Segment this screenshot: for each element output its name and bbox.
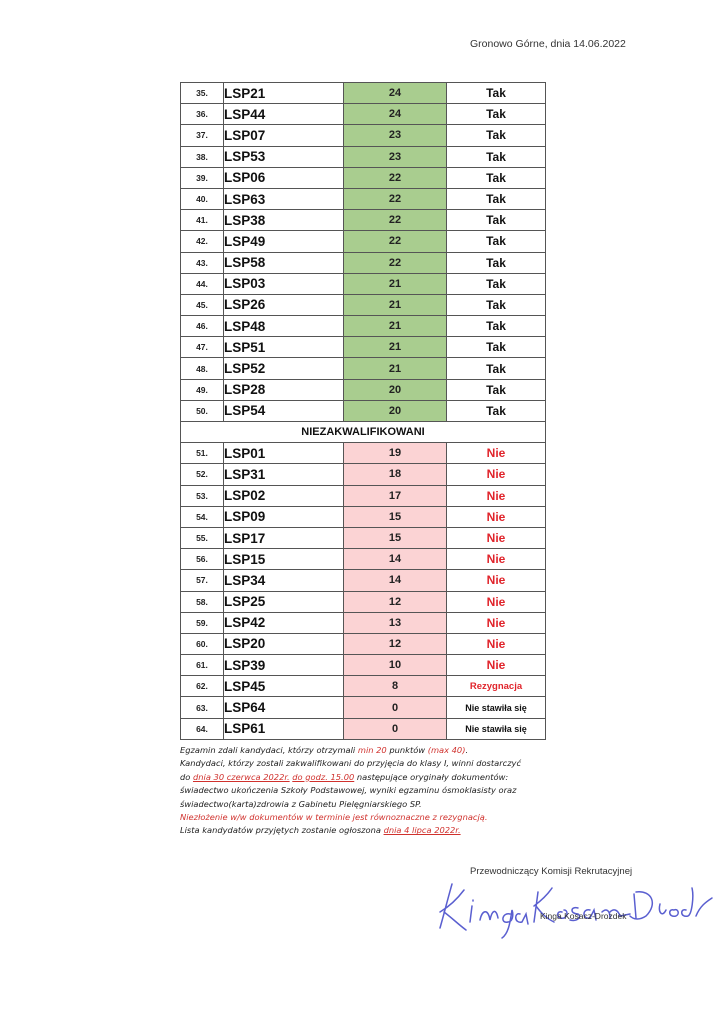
table-row: [181, 718, 546, 739]
candidate-code: LSP01: [224, 443, 344, 464]
candidate-code: LSP06: [224, 167, 344, 188]
table-row: [181, 697, 546, 718]
table-row: [181, 379, 546, 400]
row-number: 42.: [181, 231, 224, 252]
row-number: 37.: [181, 125, 224, 146]
result-cell: Nie stawiła się: [447, 697, 546, 718]
row-number: 60.: [181, 633, 224, 654]
points-cell: 15: [344, 506, 447, 527]
candidate-code: LSP64: [224, 697, 344, 718]
candidate-code: LSP38: [224, 210, 344, 231]
points-cell: 20: [344, 400, 447, 421]
points-cell: 22: [344, 167, 447, 188]
row-number: 50.: [181, 400, 224, 421]
table-row: [181, 506, 546, 527]
candidate-code: LSP09: [224, 506, 344, 527]
points-cell: 21: [344, 273, 447, 294]
section-header-row: [181, 422, 546, 443]
result-cell: Nie stawiła się: [447, 718, 546, 739]
candidate-code: LSP25: [224, 591, 344, 612]
points-cell: 19: [344, 443, 447, 464]
points-cell: 24: [344, 104, 447, 125]
note-min-points: min 20: [357, 745, 387, 755]
table-row: [181, 443, 546, 464]
row-number: 46.: [181, 316, 224, 337]
points-cell: 24: [344, 83, 447, 104]
points-cell: 22: [344, 210, 447, 231]
points-cell: 22: [344, 188, 447, 209]
result-cell: Nie: [447, 506, 546, 527]
candidate-code: LSP03: [224, 273, 344, 294]
points-cell: 23: [344, 125, 447, 146]
candidate-code: LSP63: [224, 188, 344, 209]
row-number: 62.: [181, 676, 224, 697]
row-number: 40.: [181, 188, 224, 209]
result-cell: Tak: [447, 252, 546, 273]
handwritten-signature: [430, 876, 720, 942]
table-row: [181, 210, 546, 231]
result-cell: Tak: [447, 294, 546, 315]
result-cell: Tak: [447, 337, 546, 358]
results-table: [180, 82, 546, 740]
row-number: 63.: [181, 697, 224, 718]
points-cell: 0: [344, 697, 447, 718]
candidate-code: LSP51: [224, 337, 344, 358]
note-announcement-date: dnia 4 lipca 2022r.: [383, 825, 461, 836]
result-cell: Nie: [447, 612, 546, 633]
result-cell: Tak: [447, 146, 546, 167]
note-line-deadline: [180, 771, 560, 784]
points-cell: 21: [344, 316, 447, 337]
table-row: [181, 549, 546, 570]
row-number: 49.: [181, 379, 224, 400]
note-text: punktów: [386, 745, 428, 755]
candidate-code: LSP53: [224, 146, 344, 167]
candidate-code: LSP45: [224, 676, 344, 697]
points-cell: 22: [344, 231, 447, 252]
result-cell: Tak: [447, 379, 546, 400]
table-row: [181, 252, 546, 273]
row-number: 53.: [181, 485, 224, 506]
table-row: [181, 231, 546, 252]
points-cell: 0: [344, 718, 447, 739]
candidate-code: LSP39: [224, 655, 344, 676]
result-cell: Tak: [447, 210, 546, 231]
result-cell: Tak: [447, 400, 546, 421]
note-text: do: [180, 771, 193, 782]
row-number: 61.: [181, 655, 224, 676]
candidate-code: LSP21: [224, 83, 344, 104]
row-number: 64.: [181, 718, 224, 739]
result-cell: Tak: [447, 167, 546, 188]
table-row: [181, 612, 546, 633]
points-cell: 17: [344, 485, 447, 506]
row-number: 52.: [181, 464, 224, 485]
row-number: 59.: [181, 612, 224, 633]
note-line: Kandydaci, którzy zostali zakwalifikowani do przyjęcia do klasy I, winni dostarczyć: [180, 758, 522, 769]
points-cell: 14: [344, 549, 447, 570]
place-date: Gronowo Górne, dnia 14.06.2022: [470, 38, 626, 50]
note-line-pass-threshold: [180, 744, 560, 757]
table-row: [181, 316, 546, 337]
table-row: [181, 570, 546, 591]
result-cell: Nie: [447, 655, 546, 676]
table-row: [181, 464, 546, 485]
candidate-code: LSP02: [224, 485, 344, 506]
result-cell: Nie: [447, 527, 546, 548]
row-number: 54.: [181, 506, 224, 527]
points-cell: 21: [344, 337, 447, 358]
row-number: 39.: [181, 167, 224, 188]
candidate-code: LSP48: [224, 316, 344, 337]
row-number: 58.: [181, 591, 224, 612]
table-row: [181, 527, 546, 548]
row-number: 48.: [181, 358, 224, 379]
result-cell: Nie: [447, 633, 546, 654]
section-label-unqualified: NIEZAKWALIFIKOWANI: [181, 422, 546, 443]
table-row: [181, 146, 546, 167]
points-cell: 13: [344, 612, 447, 633]
points-cell: 14: [344, 570, 447, 591]
candidate-code: LSP20: [224, 633, 344, 654]
candidate-code: LSP31: [224, 464, 344, 485]
note-line: świadectwo(karta)zdrowia z Gabinetu Pielęgniarskiego SP.: [180, 798, 422, 809]
row-number: 36.: [181, 104, 224, 125]
note-text: następujące oryginały dokumentów:: [354, 771, 509, 782]
table-row: [181, 273, 546, 294]
result-cell: Tak: [447, 188, 546, 209]
table-row: [181, 485, 546, 506]
note-text: Egzamin zdali kandydaci, którzy otrzymali: [180, 745, 358, 755]
committee-chair-title: Przewodniczący Komisji Rekrutacyjnej: [470, 866, 633, 877]
candidate-code: LSP54: [224, 400, 344, 421]
row-number: 35.: [181, 83, 224, 104]
table-row: [181, 83, 546, 104]
points-cell: 15: [344, 527, 447, 548]
note-text: .: [465, 745, 469, 755]
points-cell: 12: [344, 633, 447, 654]
row-number: 47.: [181, 337, 224, 358]
candidate-code: LSP28: [224, 379, 344, 400]
result-cell: Tak: [447, 104, 546, 125]
table-row: [181, 167, 546, 188]
results-table-body: [181, 83, 546, 740]
points-cell: 8: [344, 676, 447, 697]
candidate-code: LSP58: [224, 252, 344, 273]
table-row: [181, 400, 546, 421]
table-row: [181, 633, 546, 654]
points-cell: 12: [344, 591, 447, 612]
table-row: [181, 337, 546, 358]
row-number: 38.: [181, 146, 224, 167]
note-line-warning: Niezłożenie w/w dokumentów w terminie jest równoznaczne z rezygnacją.: [180, 812, 488, 823]
row-number: 56.: [181, 549, 224, 570]
points-cell: 18: [344, 464, 447, 485]
points-cell: 21: [344, 358, 447, 379]
candidate-code: LSP42: [224, 612, 344, 633]
note-deadline-time: do godz. 15.00: [292, 771, 355, 782]
row-number: 41.: [181, 210, 224, 231]
note-max-points: (max 40): [427, 745, 466, 755]
result-cell: Nie: [447, 464, 546, 485]
table-row: [181, 358, 546, 379]
table-row: [181, 655, 546, 676]
result-cell: Tak: [447, 358, 546, 379]
candidate-code: LSP15: [224, 549, 344, 570]
row-number: 51.: [181, 443, 224, 464]
candidate-code: LSP49: [224, 231, 344, 252]
result-cell: Nie: [447, 443, 546, 464]
table-row: [181, 294, 546, 315]
row-number: 44.: [181, 273, 224, 294]
points-cell: 21: [344, 294, 447, 315]
result-cell: Tak: [447, 83, 546, 104]
result-cell: Tak: [447, 273, 546, 294]
row-number: 43.: [181, 252, 224, 273]
table-row: [181, 676, 546, 697]
points-cell: 10: [344, 655, 447, 676]
result-cell: Nie: [447, 570, 546, 591]
signatory-name: Kinga Kosacz-Drozdek: [540, 911, 627, 921]
table-row: [181, 591, 546, 612]
candidate-code: LSP52: [224, 358, 344, 379]
result-cell: Tak: [447, 316, 546, 337]
points-cell: 23: [344, 146, 447, 167]
note-deadline-date: dnia 30 czerwca 2022r.: [192, 771, 290, 782]
table-row: [181, 104, 546, 125]
table-row: [181, 125, 546, 146]
note-line-announcement: [180, 824, 560, 837]
note-text: Lista kandydatów przyjętych zostanie ogłoszona: [180, 825, 384, 836]
row-number: 57.: [181, 570, 224, 591]
candidate-code: LSP61: [224, 718, 344, 739]
result-cell: Nie: [447, 549, 546, 570]
candidate-code: LSP34: [224, 570, 344, 591]
points-cell: 22: [344, 252, 447, 273]
result-cell: Tak: [447, 231, 546, 252]
result-cell: Tak: [447, 125, 546, 146]
row-number: 55.: [181, 527, 224, 548]
candidate-code: LSP26: [224, 294, 344, 315]
candidate-code: LSP07: [224, 125, 344, 146]
points-cell: 20: [344, 379, 447, 400]
exam-notes: [180, 744, 560, 838]
candidate-code: LSP44: [224, 104, 344, 125]
row-number: 45.: [181, 294, 224, 315]
table-row: [181, 188, 546, 209]
result-cell: Rezygnacja: [447, 676, 546, 697]
note-line: świadectwo ukończenia Szkoły Podstawowej, wyniki egzaminu ósmoklasisty oraz: [180, 785, 517, 796]
result-cell: Nie: [447, 485, 546, 506]
candidate-code: LSP17: [224, 527, 344, 548]
result-cell: Nie: [447, 591, 546, 612]
